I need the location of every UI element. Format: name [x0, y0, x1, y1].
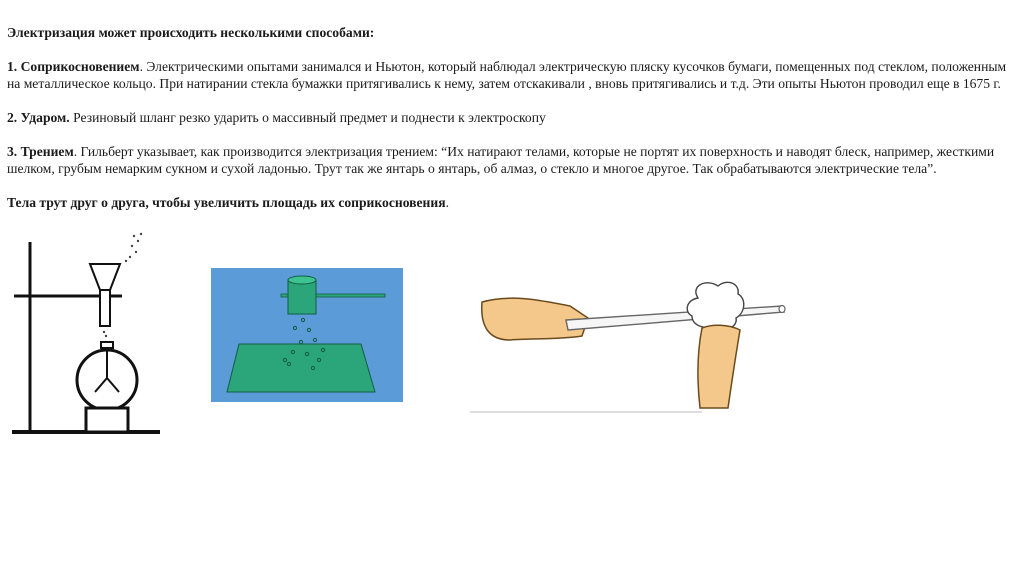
item-number: 2.	[7, 110, 18, 125]
item-text: . Гильберт указывает, как производится электризация трением: “Их натирают телами, которые не портят их поверхность и наводят блеск, например, жесткими шелком, грубым немарким сукном и сухой ладонью. Трут так же янтарь о янтарь, об алмаз, о стекло и многое другое. Так обрабатываются электрические тела”.	[7, 144, 995, 176]
item-impact	[7, 109, 1019, 126]
conclusion: Тела трут друг о друга, чтобы увеличить площадь их соприкосновения.	[7, 195, 449, 210]
item-contact	[7, 58, 1019, 92]
item-term: Ударом.	[20, 110, 70, 125]
item-text: Резиновый шланг резко ударить о массивный предмет и поднести к электроскопу	[69, 110, 546, 125]
item-term: Трением	[20, 144, 74, 159]
item-term: Соприкосновением	[20, 59, 140, 74]
item-text: . Электрическими опытами занимался и Ньютон, который наблюдал электрическую пляску кусочков бумаги, помещенных под стеклом, положенным на металлическое кольцо. При натирании стекла бумажки притягивались к нему, затем отскакивали , вновь притягивались и т.д. Эти опыты Ньютон проводил еще в 1675 г.	[7, 59, 1007, 91]
item-number: 1.	[7, 59, 18, 74]
item-number: 3.	[7, 144, 18, 159]
slide-text	[7, 24, 1019, 228]
item-friction	[7, 143, 1019, 177]
electroscope-stand-illustration	[8, 228, 162, 438]
impact-experiment-illustration	[211, 268, 403, 402]
heading: Электризация может происходить несколькими способами:	[7, 25, 375, 40]
friction-hands-illustration	[470, 268, 790, 414]
